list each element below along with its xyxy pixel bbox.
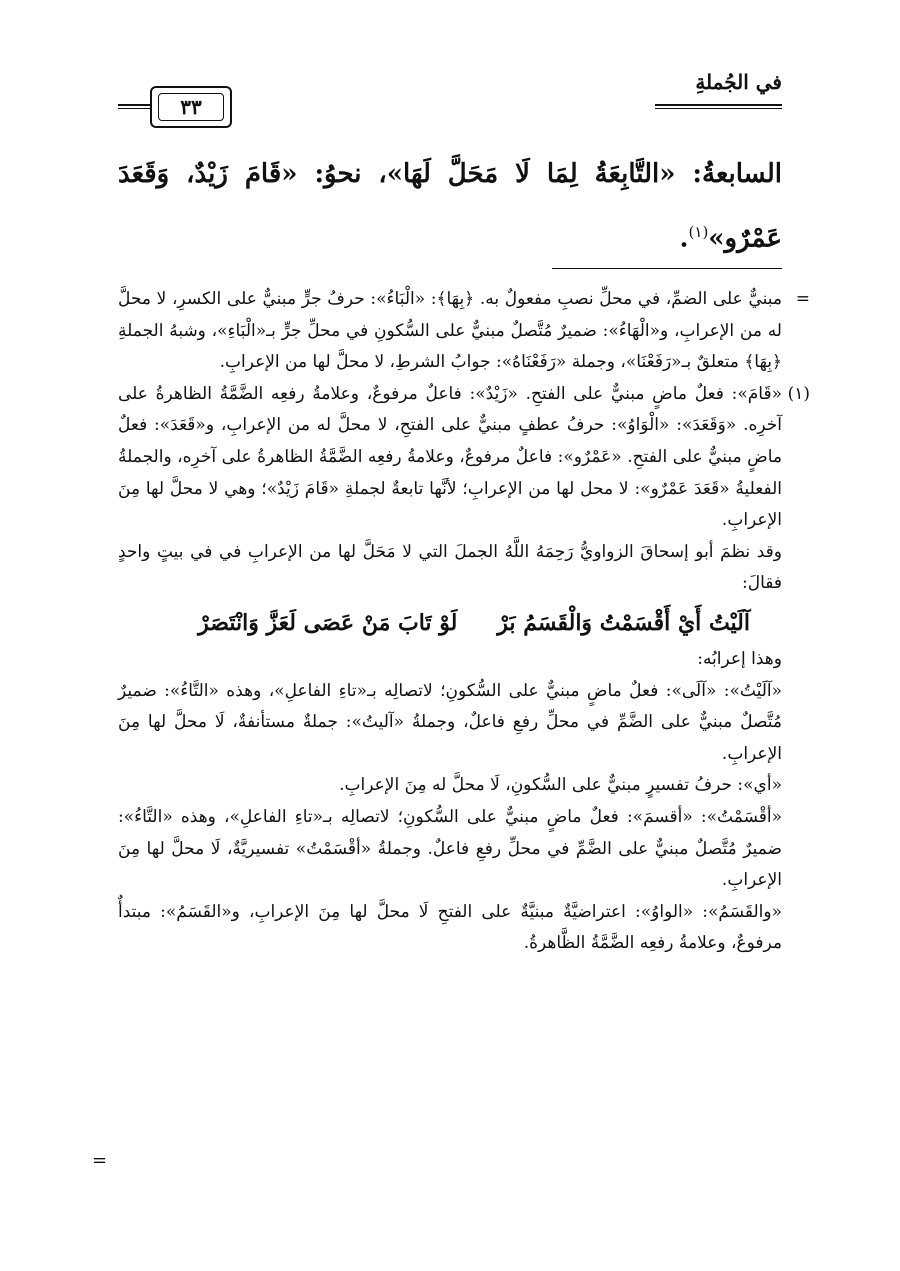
footnote-ref: (١)	[688, 223, 709, 241]
paragraph-alaytu: «آلَيْتُ»: «آلَى»: فعلٌ ماضٍ مبنيٌّ على السُّكونِ؛ لاتصالِه بـ«تاءِ الفاعلِ»، وهذه «التَّاءُ»: ضميرٌ مُتَّصلٌ مبنيٌّ على الضَّمِّ في محلِّ رفعِ فاعلٌ، وجملةُ «آليتُ»: جملةٌ مستأنفةٌ، لَا محلَّ لها مِنَ الإعرابِ.	[118, 680, 782, 764]
footnotes	[118, 284, 810, 960]
paragraph-nazm: وقد نظمَ أبو إسحاقَ الزواويُّ رَحِمَهُ اللَّهُ الجملَ التي لا مَحَلَّ لها من الإعرابِ في في بيتٍ واحدٍ فقالَ:	[118, 541, 782, 594]
continuation-marker: =	[795, 289, 810, 309]
footnote-separator	[552, 268, 782, 269]
poem-verse	[118, 604, 810, 642]
header-rule-left	[118, 104, 150, 109]
continuation-text: مبنيٌّ على الضمِّ، في محلِّ نصبِ مفعولٌ به. ﴿بِهَا﴾: «الْبَاءُ»: حرفُ جرٍّ مبنيٌّ على الكسرِ، لا محلَّ له من الإعرابِ، و«الْهَاءُ»: ضميرٌ مُتَّصلٌ مبنيٌّ على السُّكونِ في محلِّ جرٍّ بـ«الْبَاءِ»، وشبهُ الجملةِ ﴿بِهَا﴾ متعلقٌ بـ«رَفَعْنَا»، وجملة «رَفَعْنَاهُ»: جوابُ الشرطِ، لا محلَّ لها من الإعرابِ.	[118, 289, 782, 373]
footnote-1-marker: (١)	[787, 383, 810, 404]
page-number: ٣٣	[158, 93, 224, 121]
paragraph-irab-heading: وهذا إعرابُه:	[697, 648, 782, 669]
paragraph-ay: «أي»: حرفُ تفسيرٍ مبنيٌّ على السُّكونِ، لَا محلَّ له مِنَ الإعرابِ.	[339, 775, 782, 796]
main-end-mark: .	[679, 223, 689, 254]
running-header-title: في الجُملةِ	[695, 70, 782, 94]
paragraph-aqsamtu: «أقْسَمْتُ»: «أقسمَ»: فعلٌ ماضٍ مبنيٌّ على السُّكونِ؛ لاتصالِه بـ«تاءِ الفاعلِ»، وهذه «التَّاءُ»: ضميرٌ مُتَّصلٌ مبنيٌّ على الضَّمِّ في محلِّ رفعِ فاعلٌ. وجملةُ «أقْسَمْتُ» تفسيريَّةٌ، لَا محلَّ لها مِنَ الإعرابِ.	[118, 806, 782, 891]
verse-second-hemistich: لَوْ تَابَ مَنْ عَصَى لَعَزَّ وَانْتَصَرْ	[198, 609, 458, 636]
footnote-1	[118, 379, 810, 537]
footnote-continuation	[118, 284, 810, 379]
header-rule-right	[655, 104, 782, 109]
footnote-1-text: «قَامَ»: فعلٌ ماضٍ مبنيٌّ على الفتحِ. «زَيْدٌ»: فاعلٌ مرفوعٌ، وعلامةُ رفعِه الضَّمَّةُ الظاهرةُ على آخرِه. «وَقَعَدَ»: «الْوَاوُ»: حرفُ عطفٍ مبنيٌّ على الفتحِ، لا محلَّ له من الإعرابِ، و«قَعَدَ»: فعلٌ ماضٍ مبنيٌّ على الفتحِ. «عَمْرٌو»: فاعلٌ مرفوعٌ، وعلامةُ رفعِه الضَّمَّةُ الظاهرةُ على آخرِه، والجملةُ الفعليةُ «قَعَدَ عَمْرٌو»: لا محل لها من الإعرابِ؛ لأنَّها تابعةٌ لجملةِ «قَامَ زَيْدٌ»؛ وهي لا محلَّ لها مِنَ الإعرابِ.	[118, 383, 782, 531]
page-number-frame	[150, 86, 232, 128]
main-text	[118, 145, 782, 268]
paragraph-walqasam: «والقَسَمُ»: «الواوُ»: اعتراضيَّةٌ مبنيَّةٌ على الفتحِ لَا محلَّ لها مِنَ الإعرابِ، و«القَسَمُ»: مبتدأٌ مرفوعٌ، وعلامةُ رفعِه الضَّمَّةُ الظَّاهرةُ.	[118, 901, 782, 954]
main-sentence: السابعةُ: «التَّابِعَةُ لِمَا لَا مَحَلَّ لَهَا»، نحوُ: «قَامَ زَيْدٌ، وَقَعَدَ عَمْرٌو»	[118, 159, 782, 254]
next-page-marker: =	[92, 1150, 108, 1171]
verse-first-hemistich: آلَيْتُ أَيْ أَقْسَمْتُ وَالْقَسَمُ بَرْ	[497, 609, 750, 636]
